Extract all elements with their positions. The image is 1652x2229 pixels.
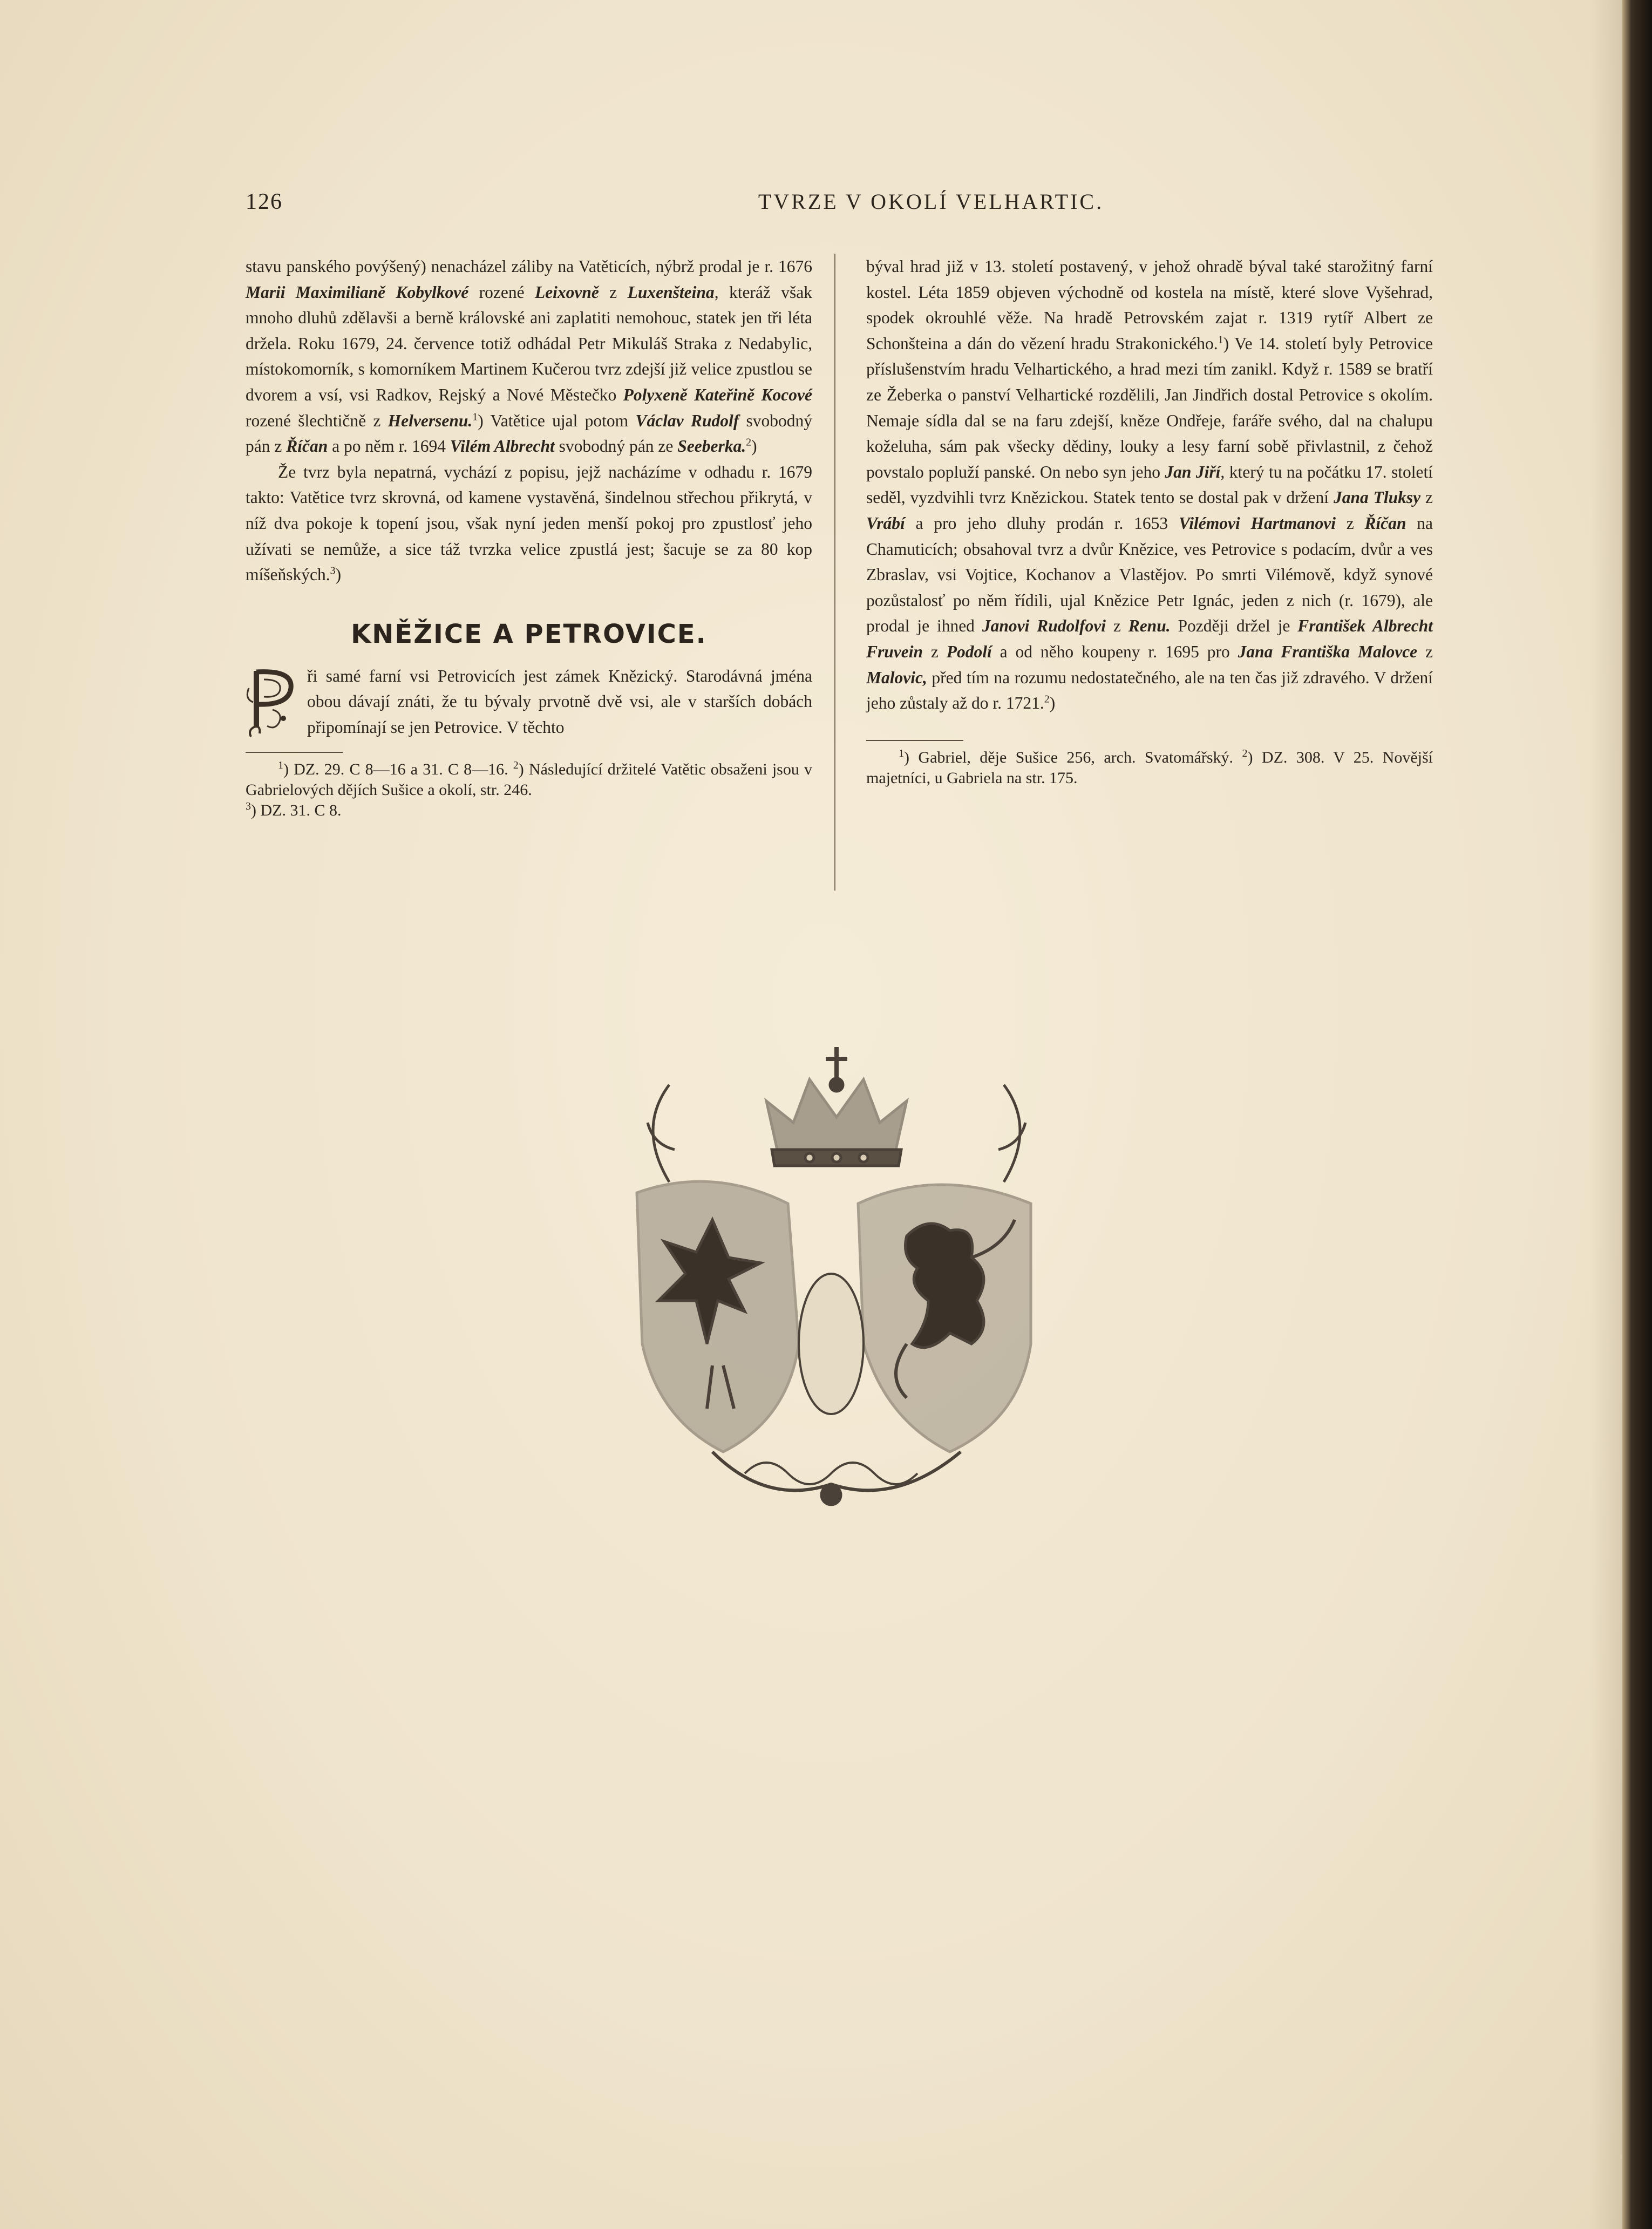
person-name: František Albrecht Fruvein	[866, 616, 1433, 661]
running-title: TVRZE V OKOLÍ VELHARTIC.	[758, 189, 1104, 214]
left-paragraph-3: ři samé farní vsi Petrovicích jest zámek Knězický. Starodávná jména obou dávají znáti, že tu bývaly prvotně dvě vsi, ale v starších dobách připomínají se jen Petrovice. V těchto	[246, 663, 812, 740]
place-name: Luxenšteina	[627, 282, 715, 302]
right-column	[866, 254, 1433, 789]
column-divider	[834, 254, 835, 891]
person-name: Vilém Albrecht	[450, 437, 555, 456]
footnote-2: ) Následující držitelé Vatětic obsaženi jsou v Gabrielových dějích Sušice a okolí, str. 246.	[246, 760, 812, 799]
place-name: Říčan	[286, 437, 328, 456]
person-name: Jana Františka Malovce	[1238, 642, 1418, 661]
place-name: Helversenu.	[387, 411, 473, 430]
person-name: Jan Jiří	[1165, 462, 1221, 481]
place-name: Vrábí	[866, 513, 905, 533]
footnote-2: ) DZ. 308. V 25. Novější majetníci, u Gabriela na str. 175.	[866, 748, 1433, 787]
person-name: Marii Maximilianě Kobylkové	[246, 282, 469, 302]
left-paragraph-2: Že tvrz byla nepatrná, vychází z popisu, jejž nacházíme v odhadu r. 1679 takto: Vatětice tvrz skrovná, od kamene vystavěná, šindelnou střechou přikrytá, v níž dva pokoje k topení jsou, však nyní jeden menší pokoj pro zpustlosť jeho užívati se nemůže, a sice táž tvrzka velice zpustlá jest; šacuje se za 80 kop míšeňských.$^3$)	[246, 462, 812, 585]
person-name: Vilémovi Hartmanovi	[1178, 513, 1336, 533]
footnote-ref: 3	[330, 565, 336, 577]
footnote-mark: 1	[899, 747, 904, 759]
place-name: Říčan	[1364, 513, 1406, 533]
person-name: Jana Tluksy	[1333, 488, 1421, 507]
coat-of-arms-icon	[604, 1042, 1069, 1517]
place-name: Podolí	[946, 642, 992, 661]
right-paragraph-1: býval hrad již v 13. století postavený, v jehož ohradě býval také starožitný farní kostel. Léta 1859 objeven východně od kostela na místě, které slove Vyšehrad, spodek okrouhlé věže. Na hradě Petrovském zajat r. 1319 rytíř Albert ze Schonšteina a dán do vězení hradu Strakonického.$^1$) Ve 14. století byly Petrovice příslušenstvím hradu Velhartického, a hrad mezi tím zanikl. Když r. 1589 se bratří ze Žeberka o panství Velhartické rozdělili, Jan Jindřich dostal Petrovice s okolím. Nemaje sídla dal se na faru zdejší, kněze Ondřeje, faráře svého, dal na chalupu koželuha, sám pak všecky dědiny, louky a lesy farní sobě přivlastnil, z čehož povstalo popluží panské. On nebo syn jeho Jan Jiří, který tu na počátku 17. století seděl, vyzdvihli tvrz Knězickou. Statek tento se dostal pak v držení Jana Tluksy z Vrábí a pro jeho dluhy prodán r. 1653 Vilémovi Hartmanovi z Říčan na Chamuticích; obsahoval tvrz a dvůr Knězice, ves Petrovice s podacím, dvůr a ves Zbraslav, vsi Vojtice, Kochanov a Vlastějov. Po smrti Vilémově, když synové pozůstalosť po něm řídili, ujal Knězice Petr Ignác, jeden z nich (r. 1679), ale prodal je ihned Janovi Rudolfovi z Renu. Později držel je František Albrecht Fruvein z Podolí a od něho koupeny r. 1695 pro Jana Františka Malovce z Malovic, před tím na rozumu nedostatečného, ale na ten čas již zdravého. V držení jeho zůstaly až do r. 1721.$^2$)	[866, 257, 1433, 713]
footnote-mark: 1	[278, 759, 283, 771]
section-heading: KNĚŽICE A PETROVICE.	[351, 619, 707, 649]
footnote-3: ) DZ. 31. C 8.	[251, 801, 342, 819]
footnote-ref: 2	[1044, 693, 1050, 705]
right-footnotes	[866, 747, 1433, 789]
running-head	[246, 189, 1422, 221]
footnote-rule	[866, 740, 963, 741]
left-column	[246, 254, 812, 821]
place-name: Malovic,	[866, 668, 927, 687]
footnote-mark: 3	[246, 800, 251, 812]
person-name: Janovi Rudolfovi	[982, 616, 1106, 636]
footnote-1: ) Gabriel, děje Sušice 256, arch. Svatomářský.	[904, 748, 1234, 766]
footnote-rule	[246, 752, 343, 753]
footnote-mark: 2	[1242, 747, 1248, 759]
person-name: Václav Rudolf	[635, 411, 739, 430]
footnote-ref: 1	[472, 411, 478, 423]
person-name: Leixovně	[534, 282, 599, 302]
footnote-ref: 2	[746, 436, 752, 448]
footnote-mark: 2	[513, 759, 519, 771]
left-footnotes	[246, 759, 812, 821]
place-name: Seeberka.	[677, 437, 746, 456]
footnote-ref: 1	[1218, 334, 1223, 346]
page-edge-shadow	[1590, 0, 1622, 2229]
book-binding-edge	[1622, 0, 1652, 2229]
left-paragraph-1: stavu panského povýšený) nenacházel záliby na Vatěticích, nýbrž prodal je r. 1676 Marii Maximilianě Kobylkové rozené Leixovně z Luxenšteina, kteráž však mnoho dluhů zdělavši a berně královské ani zaplatiti nemohouc, statek jen tři léta držela. Roku 1679, 24. července totiž odhádal Petr Mikuláš Straka z Nedabylic, místokomorník, s komorníkem Martinem Kučerou tvrz zdejší již velice zpustlou se dvorem a vsí, vsi Radkov, Rejský a Nové Městečko Polyxeně Kateřině Kocové rozené šlechtičně z Helversenu.$^1$) Vatětice ujal potom Václav Rudolf svobodný pán z Říčan a po něm r. 1694 Vilém Albrecht svobodný pán ze Seeberka.$^2$)	[246, 257, 812, 456]
dropcap-ornament	[246, 667, 297, 742]
place-name: Renu.	[1128, 616, 1171, 636]
page-number: 126	[246, 189, 283, 214]
person-name: Polyxeně Kateřině Kocové	[623, 385, 812, 404]
footnote-1: ) DZ. 29. C 8—16 a 31. C 8—16.	[283, 760, 508, 778]
